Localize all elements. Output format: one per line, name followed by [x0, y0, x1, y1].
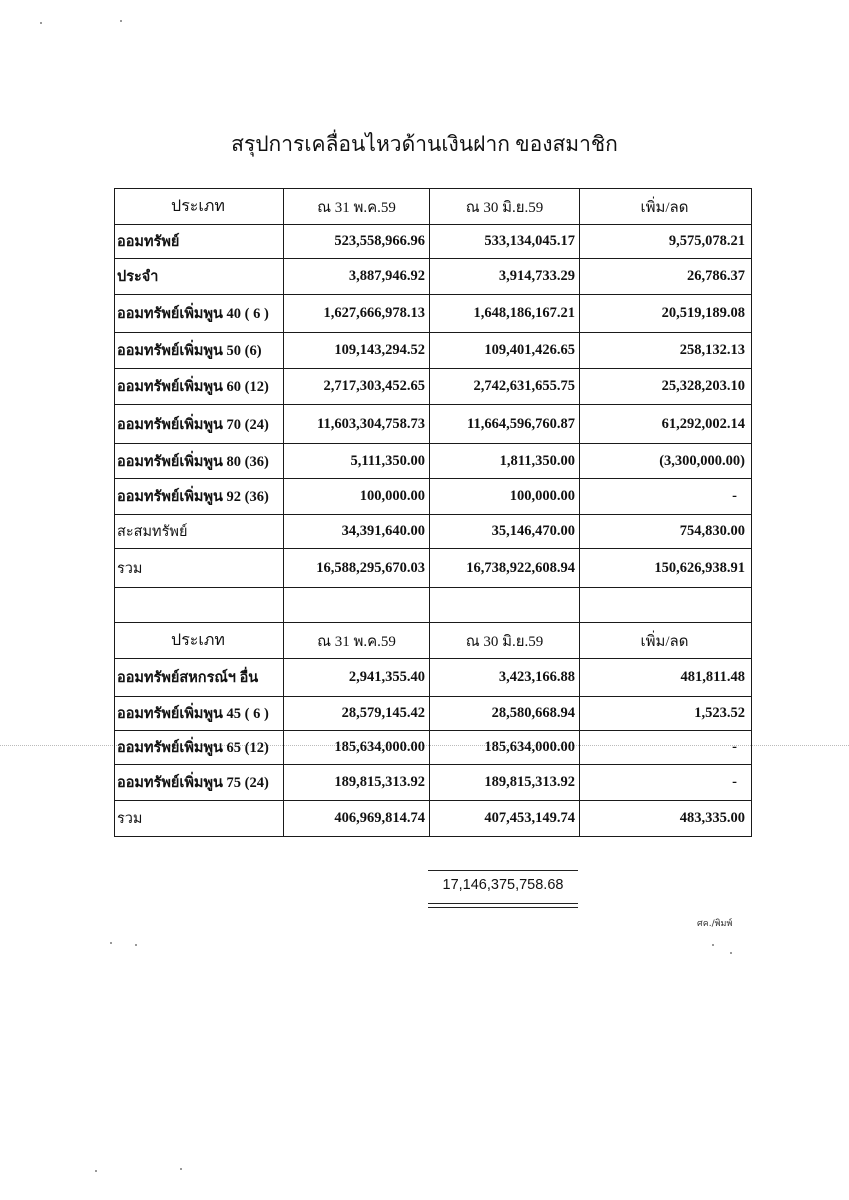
row-jun30: 3,423,166.88: [430, 659, 580, 697]
scan-speck: [712, 944, 714, 946]
row-jun30: 35,146,470.00: [430, 515, 580, 549]
row-type: ออมทรัพย์เพิ่มพูน 45 ( 6 ): [115, 697, 284, 731]
row-jun30: 2,742,631,655.75: [430, 369, 580, 405]
scan-speck: [95, 1170, 97, 1172]
row-may31: 34,391,640.00: [284, 515, 430, 549]
row-may31: 11,603,304,758.73: [284, 405, 430, 444]
row-change: -: [580, 765, 752, 801]
scan-speck: [135, 944, 137, 946]
header-type: ประเภท: [115, 189, 284, 225]
table-header-row-2: [115, 623, 752, 659]
row-may31: 5,111,350.00: [284, 444, 430, 479]
row-type: ออมทรัพย์เพิ่มพูน 60 (12): [115, 369, 284, 405]
table-row: [115, 333, 752, 369]
deposit-summary-table: [114, 188, 752, 837]
row-change: 1,523.52: [580, 697, 752, 731]
row-may31: 1,627,666,978.13: [284, 295, 430, 333]
row-type: ออมทรัพย์เพิ่มพูน 50 (6): [115, 333, 284, 369]
total-may31: 16,588,295,670.03: [284, 549, 430, 588]
total-label: รวม: [115, 549, 284, 588]
row-change: 9,575,078.21: [580, 225, 752, 259]
row-type: ออมทรัพย์: [115, 225, 284, 259]
table-row: [115, 697, 752, 731]
row-change: 754,830.00: [580, 515, 752, 549]
header-jun30: ณ 30 มิ.ย.59: [430, 623, 580, 659]
header-may31: ณ 31 พ.ค.59: [284, 623, 430, 659]
table-total-row: [115, 801, 752, 837]
row-type: ออมทรัพย์เพิ่มพูน 70 (24): [115, 405, 284, 444]
table-row: [115, 444, 752, 479]
table-row: [115, 295, 752, 333]
row-jun30: 3,914,733.29: [430, 259, 580, 295]
total-jun30: 407,453,149.74: [430, 801, 580, 837]
row-type: สะสมทรัพย์: [115, 515, 284, 549]
row-may31: 2,717,303,452.65: [284, 369, 430, 405]
row-jun30: 1,648,186,167.21: [430, 295, 580, 333]
row-change: -: [580, 731, 752, 765]
row-jun30: 28,580,668.94: [430, 697, 580, 731]
row-type: ออมทรัพย์เพิ่มพูน 75 (24): [115, 765, 284, 801]
page-title: สรุปการเคลื่อนไหวด้านเงินฝาก ของสมาชิก: [231, 132, 618, 156]
row-may31: 100,000.00: [284, 479, 430, 515]
header-jun30: ณ 30 มิ.ย.59: [430, 189, 580, 225]
row-jun30: 533,134,045.17: [430, 225, 580, 259]
row-change: -: [580, 479, 752, 515]
header-type: ประเภท: [115, 623, 284, 659]
table-header-row: [115, 189, 752, 225]
header-change: เพิ่ม/ลด: [580, 189, 752, 225]
table-row: [115, 659, 752, 697]
header-may31: ณ 31 พ.ค.59: [284, 189, 430, 225]
scan-speck: [110, 942, 112, 944]
table-row: [115, 259, 752, 295]
total-change: 150,626,938.91: [580, 549, 752, 588]
row-change: 258,132.13: [580, 333, 752, 369]
typist-note: ศค./พิมพ์: [697, 919, 733, 929]
row-type: ออมทรัพย์เพิ่มพูน 65 (12): [115, 731, 284, 765]
total-label: รวม: [115, 801, 284, 837]
grand-total-value: 17,146,375,758.68: [442, 877, 564, 893]
row-may31: 523,558,966.96: [284, 225, 430, 259]
table-row: [115, 515, 752, 549]
table-row: [115, 731, 752, 765]
row-jun30: 189,815,313.92: [430, 765, 580, 801]
row-change: (3,300,000.00): [580, 444, 752, 479]
row-may31: 2,941,355.40: [284, 659, 430, 697]
header-change: เพิ่ม/ลด: [580, 623, 752, 659]
table-row: [115, 369, 752, 405]
table-row: [115, 479, 752, 515]
row-change: 481,811.48: [580, 659, 752, 697]
row-change: 25,328,203.10: [580, 369, 752, 405]
grand-total-top-rule: [428, 870, 578, 871]
total-may31: 406,969,814.74: [284, 801, 430, 837]
row-change: 26,786.37: [580, 259, 752, 295]
row-jun30: 11,664,596,760.87: [430, 405, 580, 444]
row-jun30: 185,634,000.00: [430, 731, 580, 765]
row-type: ออมทรัพย์เพิ่มพูน 80 (36): [115, 444, 284, 479]
row-may31: 109,143,294.52: [284, 333, 430, 369]
row-jun30: 109,401,426.65: [430, 333, 580, 369]
row-jun30: 100,000.00: [430, 479, 580, 515]
row-may31: 189,815,313.92: [284, 765, 430, 801]
table-total-row: [115, 549, 752, 588]
total-jun30: 16,738,922,608.94: [430, 549, 580, 588]
scan-speck: [730, 952, 732, 954]
scan-speck: [180, 1168, 182, 1170]
total-change: 483,335.00: [580, 801, 752, 837]
row-change: 61,292,002.14: [580, 405, 752, 444]
table-row: [115, 405, 752, 444]
table-row: [115, 765, 752, 801]
table-row: [115, 225, 752, 259]
row-may31: 3,887,946.92: [284, 259, 430, 295]
row-change: 20,519,189.08: [580, 295, 752, 333]
row-type: ออมทรัพย์สหกรณ์ฯ อื่น: [115, 659, 284, 697]
row-type: ออมทรัพย์เพิ่มพูน 40 ( 6 ): [115, 295, 284, 333]
blank-spacer-row: [115, 588, 752, 623]
row-may31: 185,634,000.00: [284, 731, 430, 765]
grand-total-double-rule: [428, 903, 578, 908]
row-jun30: 1,811,350.00: [430, 444, 580, 479]
scan-speck: [40, 22, 42, 24]
scan-speck: [120, 20, 122, 22]
row-may31: 28,579,145.42: [284, 697, 430, 731]
row-type: ประจำ: [115, 259, 284, 295]
row-type: ออมทรัพย์เพิ่มพูน 92 (36): [115, 479, 284, 515]
